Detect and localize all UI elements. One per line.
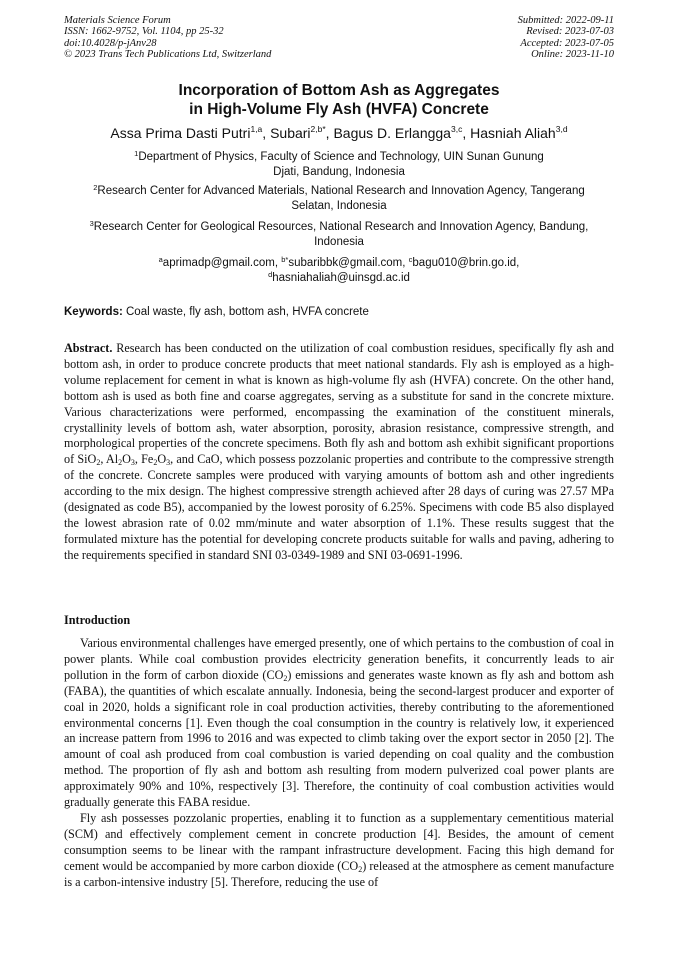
subscript: 3 — [166, 458, 171, 468]
subscript: 2 — [358, 864, 363, 874]
paragraph-text: ) emissions and generates waste known as fly ash and bottom ash (FABA), the quantities of which escalate annually. Indonesia, being the second-largest producer and exporter of coal in 2020, holds a significant role in coal production activities, thereby contributing to the aforementioned environmental concerns [1]. Even though the coal consumption in the country is relatively low, it experienced an increase pattern from 1996 to 2016 and was expected to climb taking over the export sector in 2050 [2]. The amount of coal ash produced from coal combustion is varied depending on coal quality and the combustion method. The proportion of fly ash and bottom ash resulting from modern pulverized coal power plants are approximately 90% and 10%, respectively [3]. Therefore, the continuity of coal combustion activities would gradually generate this FABA residue. — [64, 667, 614, 810]
revised-date: Revised: 2023-07-03 — [526, 26, 614, 38]
affiliation-1 — [64, 150, 614, 180]
abstract-text: O — [157, 452, 167, 467]
submitted-date: Submitted: 2022-09-11 — [517, 15, 614, 26]
paragraph-text: Various environmental challenges have emerged presently, one of which pertains to the combustion of coal in power plants. While coal combustion provides electricity generation benefits, it concurrently leads to air pollution in the form of carbon dioxide (CO — [64, 636, 614, 682]
email-sup: a — [158, 255, 163, 264]
author-name: Bagus D. Erlangga — [333, 125, 451, 141]
affiliation-line: Indonesia — [314, 236, 364, 248]
paper-title — [64, 81, 614, 119]
abstract-text: O — [122, 452, 131, 467]
keywords-label: Keywords: — [64, 306, 123, 318]
paragraph-text: Fly ash possesses pozzolanic properties, enabling it to function as a supplementary cementitious material (SCM) and effectively complement cement in concrete production [4]. Besides, the amount of cement consumption seems to be linear with the rampant infrastructure development. Facing this high demand for cement would be accompanied by more carbon dioxide (CO — [64, 810, 614, 873]
author-sup: 3,d — [555, 124, 568, 134]
author-name: Assa Prima Dasti Putri — [110, 125, 251, 141]
affiliation-sup: 3 — [89, 219, 94, 228]
author-name: Subari — [270, 125, 311, 141]
author-sup: 2,b* — [310, 124, 326, 134]
accepted-date: Accepted: 2023-07-05 — [520, 37, 614, 49]
email-sup: c — [408, 255, 413, 264]
author-list: Assa Prima Dasti Putri$^{1,a}$, Subari$^{2,b*}$, Bagus D. Erlangga$^{3,c}$, Hasniah Aliah$^{3,d}$ — [110, 124, 568, 141]
author-name: Hasniah Aliah — [470, 125, 556, 141]
subscript: 3 — [130, 458, 135, 468]
abstract-text: Research has been conducted on the utilization of coal combustion residues, specifically fly ash and bottom ash, in order to produce concrete products that meet national standards. Fly ash is employed as a high-volume replacement for cement in what is known as high-volume fly ash (HVFA) concrete. On the other hand, bottom ash is used as both fine and coarse aggregates, serving as a substitute for sand in the concrete mixture. Various characterizations were performed, encompassing the examination of the constituent minerals, crystallinity levels of bottom ash, water absorption, porosity, abrasion resistance, compressive strength, and morphological properties of the concrete specimens. Both fly ash and bottom ash exhibit significant proportions of SiO — [64, 341, 615, 467]
journal-name: Materials Science Forum — [64, 15, 171, 26]
copyright: © 2023 Trans Tech Publications Ltd, Switzerland — [64, 49, 272, 61]
affiliation-line: Djati, Bandung, Indonesia — [273, 166, 405, 178]
header-right — [518, 15, 614, 61]
paragraph — [64, 811, 614, 891]
title-line-2: in High-Volume Fly Ash (HVFA) Concrete — [189, 101, 489, 118]
affiliation-line: Department of Physics, Faculty of Science and Technology, UIN Sunan Gunung — [138, 151, 544, 163]
affiliation-line: Research Center for Geological Resources, National Research and Innovation Agency, Bandung, — [93, 221, 589, 233]
affiliation-line: Selatan, Indonesia — [291, 200, 387, 212]
section-heading: Introduction — [64, 613, 131, 627]
abstract-text: , Al — [100, 452, 119, 467]
issn: ISSN: 1662-9752, Vol. 1104, pp 25-32 — [64, 26, 224, 38]
keywords — [64, 305, 614, 320]
doi: doi:10.4028/p-jAnv28 — [64, 37, 157, 49]
author-sup: 3,c — [450, 124, 463, 134]
online-date: Online: 2023-11-10 — [531, 49, 614, 61]
author-sup: 1,a — [250, 124, 263, 134]
subscript: 2 — [118, 458, 123, 468]
paragraph-text: ) released at the atmosphere as cement manufacture is a carbon-intensive industry [5]. Therefore, reducing the use of — [64, 858, 614, 889]
subscript: 2 — [153, 458, 158, 468]
email-c[interactable]: bagu010@brin.go.id, — [412, 257, 520, 269]
email-a[interactable]: aprimadp@gmail.com, — [162, 257, 279, 269]
header-left — [64, 15, 271, 61]
email-list — [64, 256, 614, 286]
abstract — [64, 341, 614, 564]
affiliation-3 — [64, 220, 614, 250]
affiliation-2 — [64, 184, 614, 214]
affiliation-line: Research Center for Advanced Materials, National Research and Innovation Agency, Tangerang — [97, 185, 585, 197]
introduction-body — [64, 636, 614, 891]
abstract-label: Abstract. — [64, 341, 113, 355]
subscript: 2 — [283, 673, 288, 683]
subscript: 2 — [96, 458, 101, 468]
email-d[interactable]: hasniahaliah@uinsgd.ac.id — [272, 272, 410, 284]
keywords-text: Coal waste, fly ash, bottom ash, HVFA concrete — [126, 306, 369, 318]
abstract-text: , Fe — [134, 452, 154, 467]
abstract-text: , and CaO, which possess pozzolanic properties and contribute to the compressive strength of the concrete. Concrete samples were produced with varying amounts of bottom ash and other ingredients according to the mix design. The highest compressive strength achieved after 28 days of curing was 27.57 MPa (designated as code B5), accompanied by the lowest porosity of 6.25%. Specimens with code B5 also displayed the lowest abrasion rate of 0.02 mm/minute and water absorption of 1.1%. These results suggest that the formulated mixture has the potential for developing concrete products suitable for walls and paving, adhering to the requirements specified in standard SNI 03-0349-1989 and SNI 03-0691-1996. — [64, 452, 615, 562]
title-line-1: Incorporation of Bottom Ash as Aggregates — [178, 82, 500, 99]
email-b[interactable]: subaribbk@gmail.com, — [288, 257, 406, 269]
affiliation-sup: 1 — [134, 149, 139, 158]
email-sup: b* — [281, 255, 289, 264]
paragraph — [64, 636, 614, 811]
affiliation-sup: 2 — [93, 183, 98, 192]
email-sup: d — [268, 270, 273, 279]
